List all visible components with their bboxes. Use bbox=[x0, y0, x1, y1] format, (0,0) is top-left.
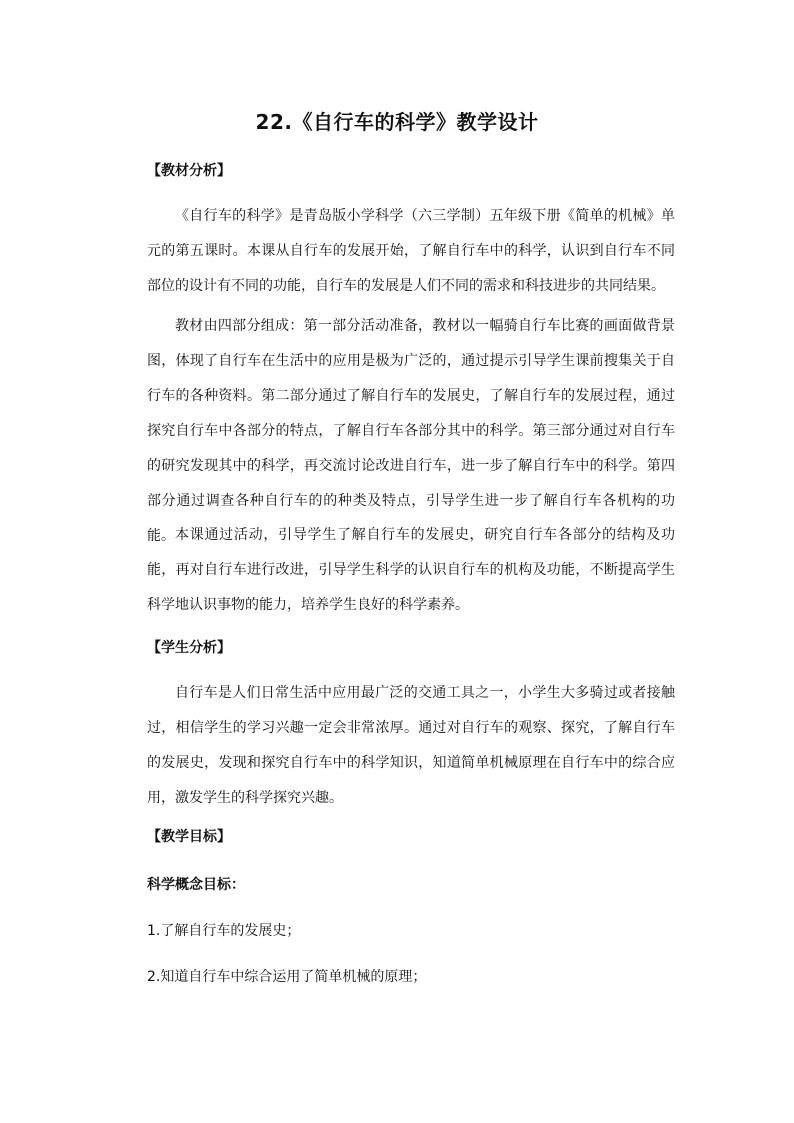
section-heading-material: 【教材分析】 bbox=[147, 163, 231, 179]
paragraph-material-2: 教材由四部分组成：第一部分活动准备，教材以一幅骑自行车比赛的画面做背景图，体现了自行车在生活中的应用是极为广泛的，通过提示引导学生课前搜集关于自行车的各种资料。第二部分通过了解自行车的发展史，了解自行车的发展过程，通过探究自行车中各部分的特点，了解自行车各部分其中的科学。第三部分通过对自行车的研究发现其中的科学，再交流讨论改进自行车，进一步了解自行车中的科学。第四部分通过调查各种自行车的的种类及特点，引导学生进一步了解自行车各机构的功能。 bbox=[147, 318, 675, 544]
section-heading-goals: 【教学目标】 bbox=[147, 829, 231, 845]
goal-item-2: 2.知道自行车中综合运用了简单机械的原理； bbox=[147, 969, 427, 985]
goals-subheading: 科学概念目标： bbox=[147, 877, 245, 893]
document-title: 22.《自行车的科学》教学设计 bbox=[255, 110, 539, 134]
paragraph-material-1: 《自行车的科学》是青岛版小学科学（六三学制）五年级下册《简单的机械》单元的第五课时。本课从自行车的发展开始，了解自行车中的科学，认识到自行车不同部位的设计有不同的功能，自行车的发展是人们不同的需求和科技进步的共同结果。 bbox=[147, 208, 675, 294]
paragraph-material-3: 本课通过活动，引导学生了解自行车的发展史，研究自行车各部分的结构及功能，再对自行车进行改进，引导学生科学的认识自行车的机构及功能，不断提高学生科学地认识事物的能力，培养学生良好的科学素养。 bbox=[147, 527, 675, 613]
goal-item-1: 1.了解自行车的发展史； bbox=[147, 923, 301, 939]
paragraph-student-1: 自行车是人们日常生活中应用最广泛的交通工具之一，小学生大多骑过或者接触过，相信学生的学习兴趣一定会非常浓厚。通过对自行车的观察、探究，了解自行车的发展史，发现和探究自行车中的科学知识，知道简单机械原理在自行车中的综合应用，激发学生的科学探究兴趣。 bbox=[147, 685, 675, 806]
section-heading-student: 【学生分析】 bbox=[147, 640, 231, 656]
